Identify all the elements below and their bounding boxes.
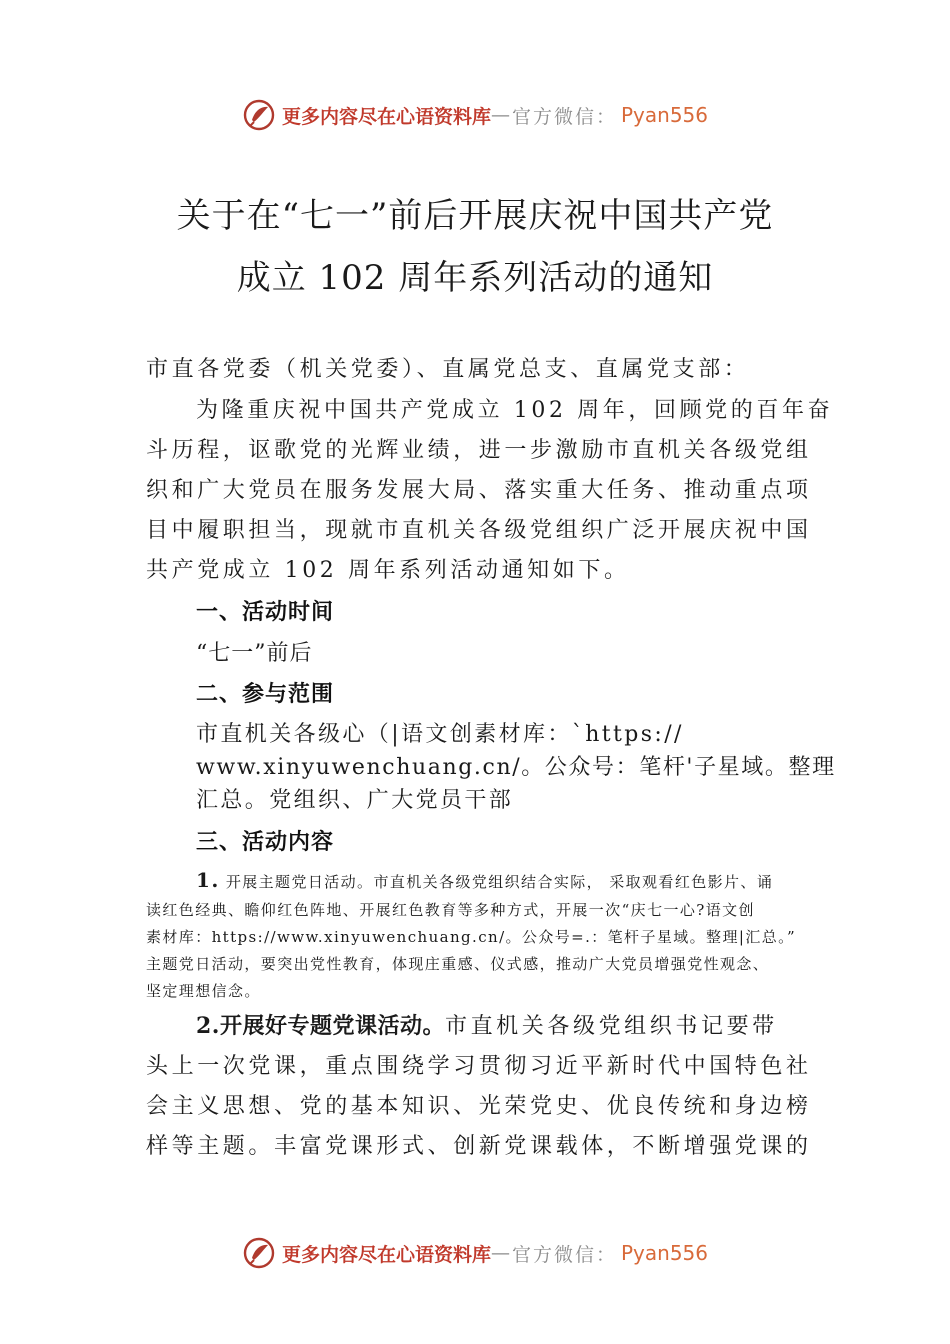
footer-banner [0, 1233, 950, 1273]
intro-line-4: 目中履职担当，现就市直机关各级党组织广泛开展庆祝中国 [146, 518, 812, 543]
intro-line-2: 斗历程，讴歌党的光辉业绩，进一步激励市直机关各级党组 [146, 438, 812, 463]
section-3-heading: 三、活动内容 [196, 830, 335, 855]
section-2-heading: 二、参与范围 [196, 682, 335, 707]
banner-suffix-text: 官方微信： [511, 105, 617, 128]
intro-line-1: 为隆重庆祝中国共产党成立 102 周年，回顾党的百年奋 [196, 398, 834, 423]
banner-wechat-id: Pyan556 [621, 1241, 709, 1265]
document-title-line-2: 成立 102 周年系列活动的通知 [236, 258, 714, 298]
item-1-line-1-text: 开展主题党日活动。市直机关各级党组织结合实际， 采取观看红色影片、诵 [225, 873, 774, 891]
intro-line-3: 织和广大党员在服务发展大局、落实重大任务、推动重点项 [146, 478, 812, 503]
banner-dash: — [490, 1242, 512, 1264]
item-1-line-5: 坚定理想信念。 [146, 982, 261, 1000]
banner-wechat-id: Pyan556 [621, 103, 709, 127]
item-2-lead: 2.开展好专题党课活动。 [196, 1013, 445, 1039]
document-title-line-1: 关于在“七一”前后开展庆祝中国共产党 [176, 196, 774, 236]
header-banner [0, 95, 950, 135]
item-1-line-3: 素材库：https://www.xinyuwenchuang.cn/。公众号=.：笔杆子星域。整理|汇总。” [146, 928, 797, 946]
salutation: 市直各党委（机关党委）、直属党总支、直属党支部： [146, 357, 750, 382]
banner-brand-text: 更多内容尽在心语资料库 [281, 105, 491, 128]
brand-logo-icon [242, 1236, 276, 1270]
section-1-text: “七一”前后 [196, 641, 313, 666]
item-2-line-3: 会主义思想、党的基本知识、光荣党史、优良传统和身边榜 [146, 1094, 812, 1119]
banner-brand-text: 更多内容尽在心语资料库 [281, 1243, 491, 1266]
intro-line-5: 共产党成立 102 周年系列活动通知如下。 [146, 558, 630, 583]
item-1-line-4: 主题党日活动，要突出党性教育，体现庄重感、仪式感，推动广大党员增强党性观念、 [146, 955, 770, 973]
item-2-line-2: 头上一次党课，重点围绕学习贯彻习近平新时代中国特色社 [146, 1054, 812, 1079]
item-1-line-1 [196, 868, 773, 892]
item-2-first-rest: 市直机关各级党组织书记要带 [444, 1014, 778, 1039]
banner-suffix-text: 官方微信： [511, 1243, 617, 1266]
item-2-line-1 [196, 1009, 778, 1040]
brand-logo-icon [242, 98, 276, 132]
section-2-line-2: www.xinyuwenchuang.cn/。公众号：笔杆'子星域。整理 [196, 755, 836, 780]
section-2-line-3: 汇总。党组织、广大党员干部 [196, 788, 514, 813]
section-2-line-1: 市直机关各级心（|语文创素材库：`https:// [196, 722, 684, 747]
item-1-line-2: 读红色经典、瞻仰红色阵地、开展红色教育等多种方式，开展一次“庆七一心?语文创 [146, 901, 755, 919]
item-2-line-4: 样等主题。丰富党课形式、创新党课载体，不断增强党课的 [146, 1134, 812, 1159]
section-1-heading: 一、活动时间 [196, 600, 335, 625]
item-1-number: 1. [196, 868, 220, 892]
banner-dash: — [490, 104, 512, 126]
